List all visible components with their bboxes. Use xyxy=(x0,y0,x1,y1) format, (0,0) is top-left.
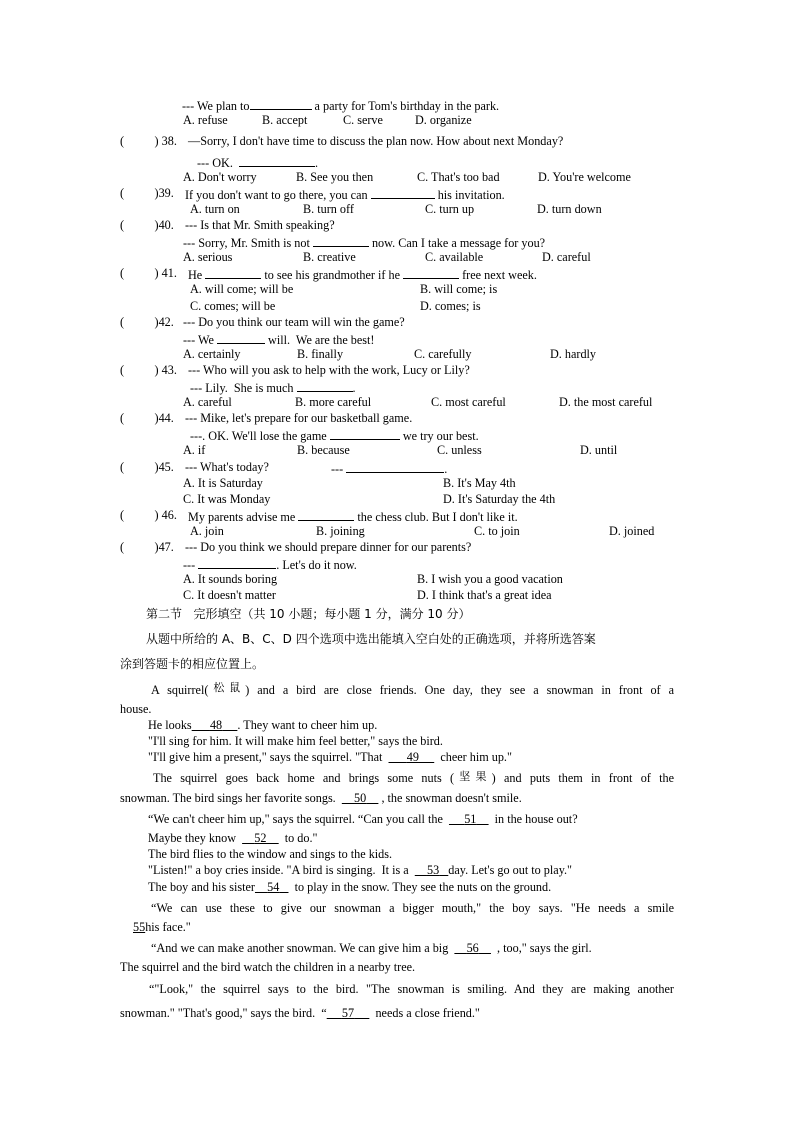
blank-49 xyxy=(389,750,435,764)
passage-text: to do." xyxy=(284,831,318,845)
passage-line: “"Look," the squirrel says to the bird. "The snowman is smiling. And they are making another xyxy=(149,982,674,996)
passage-text: The boy and his sister xyxy=(148,880,255,894)
q40-reply-text: --- Sorry, Mr. Smith is not xyxy=(183,236,310,250)
blank-number: 56 xyxy=(466,941,479,955)
passage-text: ) and a bird are close friends. One day, they see a snowman in front of a xyxy=(245,683,674,697)
option: A. certainly xyxy=(183,347,241,361)
question-47-reply xyxy=(183,556,357,573)
option: B. because xyxy=(297,443,350,457)
section-instruction-cont: 涂到答题卡的相应位置上。 xyxy=(120,657,265,671)
option: A. turn on xyxy=(190,202,240,216)
q41-text: He xyxy=(188,268,203,282)
option: C. carefully xyxy=(414,347,472,361)
passage-text: “And we can make another snowman. We can give him a big xyxy=(151,941,449,955)
question-47-number: ( )47. xyxy=(120,540,174,554)
passage-line xyxy=(120,791,522,806)
option: D. comes; is xyxy=(420,299,481,313)
passage-line xyxy=(148,831,318,846)
q38-reply-text: --- OK. xyxy=(197,156,233,170)
passage-text: , the snowman doesn't smile. xyxy=(381,791,522,805)
passage-text: A squirrel( xyxy=(151,683,209,697)
passage-text: . They want to cheer him up. xyxy=(237,718,378,732)
answer-blank xyxy=(298,508,354,521)
passage-line: house. xyxy=(120,702,152,716)
passage-line xyxy=(148,863,572,878)
option: D. until xyxy=(580,443,618,457)
q41-text-after: free next week. xyxy=(459,268,537,282)
answer-blank xyxy=(297,379,353,392)
passage-line xyxy=(151,941,592,956)
option: A. will come; will be xyxy=(190,282,294,296)
blank-55: 55 xyxy=(133,920,146,934)
answer-blank xyxy=(371,186,435,199)
blank-50 xyxy=(342,791,379,805)
blank-number: 54 xyxy=(267,880,280,894)
answer-blank xyxy=(217,331,265,344)
question-38-number: ( ) 38. xyxy=(120,134,177,148)
question-37-stem xyxy=(182,97,499,114)
option: B. It's May 4th xyxy=(443,476,516,490)
passage-text: ) and puts them in front of the xyxy=(491,771,674,785)
blank-number: 50 xyxy=(354,791,367,805)
passage-line xyxy=(148,718,377,733)
q41-text-mid: to see his grandmother if he xyxy=(261,268,401,282)
option: B. joining xyxy=(316,524,365,538)
option: A. It sounds boring xyxy=(183,572,278,586)
option: D. turn down xyxy=(537,202,602,216)
passage-text: He looks xyxy=(148,718,192,732)
option: C. to join xyxy=(474,524,520,538)
answer-blank xyxy=(198,556,276,569)
q47-reply-dash: --- xyxy=(183,558,196,572)
passage-text: "Listen!" a boy cries inside. "A bird is singing. It is a xyxy=(148,863,409,877)
q46-text-after: the chess club. But I don't like it. xyxy=(354,510,518,524)
option: B. See you then xyxy=(296,170,374,184)
passage-chinese-gloss: 坚果 xyxy=(454,770,492,783)
blank-number: 52 xyxy=(254,831,267,845)
q43-reply-end: . xyxy=(352,381,356,395)
question-39-number: ( )39. xyxy=(120,186,174,200)
option: B. finally xyxy=(297,347,344,361)
blank-number: 51 xyxy=(464,812,477,826)
passage-line: "I'll sing for him. It will make him feel better," says the bird. xyxy=(148,734,443,748)
passage-text: in the house out? xyxy=(494,812,578,826)
option: C. comes; will be xyxy=(190,299,276,313)
option: A. Don't worry xyxy=(183,170,257,184)
question-44-number: ( )44. xyxy=(120,411,174,425)
question-40-stem: --- Is that Mr. Smith speaking? xyxy=(185,218,335,232)
question-39-stem xyxy=(185,186,505,203)
option: C. It doesn't matter xyxy=(183,588,276,602)
option: C. most careful xyxy=(431,395,506,409)
passage-line xyxy=(120,1006,480,1021)
question-47-stem: --- Do you think we should prepare dinner for our parents? xyxy=(185,540,472,554)
passage-line xyxy=(148,880,551,895)
section-instruction: 从题中所给的 A、B、C、D 四个选项中选出能填入空白处的正确选项，并将所选答案 xyxy=(146,632,596,646)
answer-blank xyxy=(250,97,312,110)
blank-53 xyxy=(415,863,449,877)
passage-line xyxy=(153,771,674,786)
passage-text: The squirrel goes back home and brings some nuts ( xyxy=(153,771,455,785)
option: D. careful xyxy=(542,250,591,264)
question-38-stem: —Sorry, I don't have time to discuss the plan now. How about next Monday? xyxy=(188,134,564,148)
blank-48 xyxy=(192,718,238,732)
option: D. You're welcome xyxy=(538,170,631,184)
question-41-stem xyxy=(188,266,537,283)
blank-56 xyxy=(454,941,491,955)
passage-text: his face." xyxy=(145,920,191,934)
blank-54 xyxy=(255,880,289,894)
passage-line xyxy=(133,920,191,935)
passage-text: to play in the snow. They see the nuts on the ground. xyxy=(294,880,552,894)
passage-text: "I'll give him a present," says the squirrel. "That xyxy=(148,750,383,764)
question-46-number: ( ) 46. xyxy=(120,508,177,522)
q39-text-after: his invitation. xyxy=(434,188,505,202)
answer-blank xyxy=(346,460,444,473)
question-38-reply xyxy=(197,154,318,171)
passage-line xyxy=(148,750,512,765)
blank-number: 49 xyxy=(406,750,419,764)
option: C. available xyxy=(425,250,484,264)
passage-text: “We can't cheer him up," says the squirrel. “Can you call the xyxy=(148,812,443,826)
question-42-stem: --- Do you think our team will win the game? xyxy=(183,315,405,329)
passage-text: , too," says the girl. xyxy=(497,941,592,955)
q45-reply-dash: --- xyxy=(331,462,344,476)
passage-text: snowman." "That's good," says the bird. “ xyxy=(120,1006,327,1020)
passage-line xyxy=(151,683,674,698)
passage-text: needs a close friend." xyxy=(375,1006,480,1020)
section-heading: 第二节 完形填空（共 10 小题；每小题 1 分，满分 10 分） xyxy=(146,607,471,621)
option: C. serve xyxy=(343,113,383,127)
option: A. serious xyxy=(183,250,233,264)
answer-blank xyxy=(205,266,261,279)
q43-reply-text: --- Lily. She is much xyxy=(190,381,294,395)
option: B. more careful xyxy=(295,395,372,409)
passage-text: Maybe they know xyxy=(148,831,237,845)
question-42-number: ( )42. xyxy=(120,315,174,329)
q37-text-after: a party for Tom's birthday in the park. xyxy=(311,99,500,113)
option: D. It's Saturday the 4th xyxy=(443,492,556,506)
option: C. unless xyxy=(437,443,482,457)
question-43-reply xyxy=(190,379,356,396)
passage-line xyxy=(148,812,578,827)
option: A. join xyxy=(190,524,224,538)
option: A. refuse xyxy=(183,113,228,127)
q38-reply-end: . xyxy=(314,156,319,170)
passage-text: day. Let's go out to play." xyxy=(448,863,573,877)
option: B. accept xyxy=(262,113,308,127)
option: D. joined xyxy=(609,524,655,538)
option: A. if xyxy=(183,443,206,457)
q44-reply-after: we try our best. xyxy=(399,429,479,443)
option: D. organize xyxy=(415,113,472,127)
passage-line: The bird flies to the window and sings to the kids. xyxy=(148,847,393,861)
option: C. It was Monday xyxy=(183,492,271,506)
option: B. creative xyxy=(303,250,356,264)
answer-blank xyxy=(403,266,459,279)
question-45-number: ( )45. xyxy=(120,460,174,474)
question-42-reply xyxy=(183,331,374,348)
option: A. It is Saturday xyxy=(183,476,263,490)
question-40-number: ( )40. xyxy=(120,218,174,232)
q40-reply-after: now. Can I take a message for you? xyxy=(368,236,546,250)
q42-reply-after: will. We are the best! xyxy=(265,333,375,347)
option: D. I think that's a great idea xyxy=(417,588,552,602)
passage-line: The squirrel and the bird watch the children in a nearby tree. xyxy=(120,960,416,974)
q44-reply-text: ---. OK. We'll lose the game xyxy=(190,429,327,443)
question-40-reply xyxy=(183,234,545,251)
option: B. I wish you a good vacation xyxy=(417,572,563,586)
question-46-stem xyxy=(188,508,518,525)
question-41-number: ( ) 41. xyxy=(120,266,177,280)
option: B. will come; is xyxy=(420,282,498,296)
answer-blank xyxy=(239,154,315,167)
option: C. That's too bad xyxy=(417,170,500,184)
blank-number: 57 xyxy=(341,1006,355,1020)
question-43-stem: --- Who will you ask to help with the work, Lucy or Lily? xyxy=(188,363,470,377)
blank-number: 48 xyxy=(209,718,223,732)
q46-text: My parents advise me xyxy=(188,510,296,524)
blank-57 xyxy=(327,1006,370,1020)
q37-text: --- We plan to xyxy=(182,99,250,113)
answer-blank xyxy=(330,427,400,440)
option: D. the most careful xyxy=(559,395,653,409)
option: C. turn up xyxy=(425,202,475,216)
blank-51 xyxy=(449,812,489,826)
q47-reply-after: . Let's do it now. xyxy=(276,558,357,572)
question-43-number: ( ) 43. xyxy=(120,363,177,377)
option: A. careful xyxy=(183,395,232,409)
passage-line: “We can use these to give our snowman a bigger mouth," the boy says. "He needs a smile xyxy=(151,901,674,915)
question-44-stem: --- Mike, let's prepare for our basketball game. xyxy=(185,411,413,425)
option: D. hardly xyxy=(550,347,597,361)
blank-52 xyxy=(242,831,279,845)
passage-chinese-gloss: 松鼠 xyxy=(208,681,246,694)
passage-text: snowman. The bird sings her favorite songs. xyxy=(120,791,336,805)
answer-blank xyxy=(313,234,369,247)
question-44-reply xyxy=(190,427,479,444)
q42-reply-text: --- We xyxy=(183,333,214,347)
blank-number: 53 xyxy=(426,863,440,877)
question-45-stem: --- What's today? xyxy=(185,460,269,474)
passage-text: cheer him up." xyxy=(440,750,512,764)
q39-text: If you don't want to go there, you can xyxy=(185,188,368,202)
question-45-reply xyxy=(331,460,447,477)
option: B. turn off xyxy=(303,202,354,216)
q45-reply-end: . xyxy=(444,462,448,476)
